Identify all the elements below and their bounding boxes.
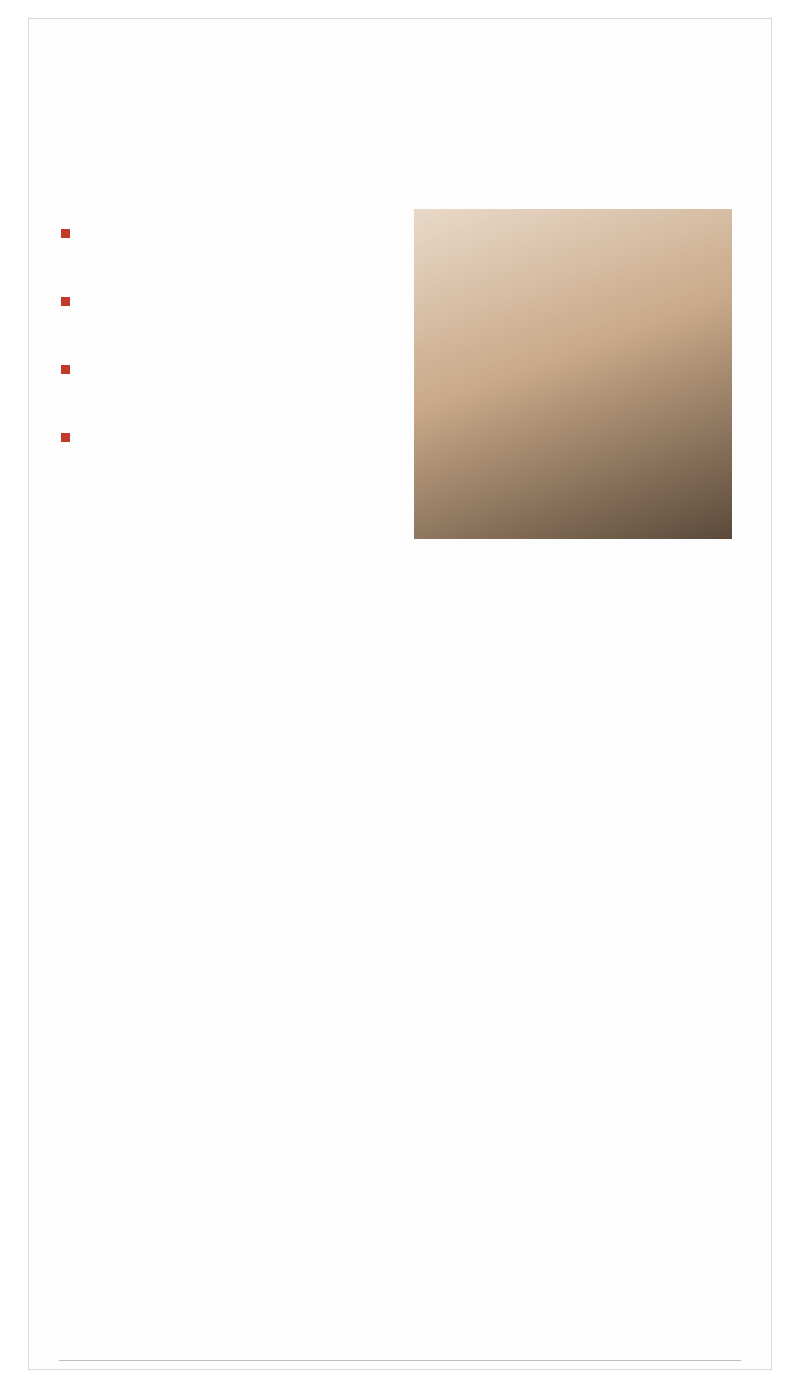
portrait-photo [414,209,732,539]
newspaper-clipping [28,18,772,1370]
bullet-item [59,219,399,279]
bullet-list [59,219,399,491]
square-bullet-icon [61,365,70,374]
bottom-rule [59,1360,741,1361]
bullet-item [59,355,399,415]
bullet-item [59,423,399,483]
square-bullet-icon [61,433,70,442]
square-bullet-icon [61,297,70,306]
square-bullet-icon [61,229,70,238]
article-body-right [419,549,739,1339]
article-body-left [59,505,399,1335]
bullet-item [59,287,399,347]
headline [49,41,753,211]
